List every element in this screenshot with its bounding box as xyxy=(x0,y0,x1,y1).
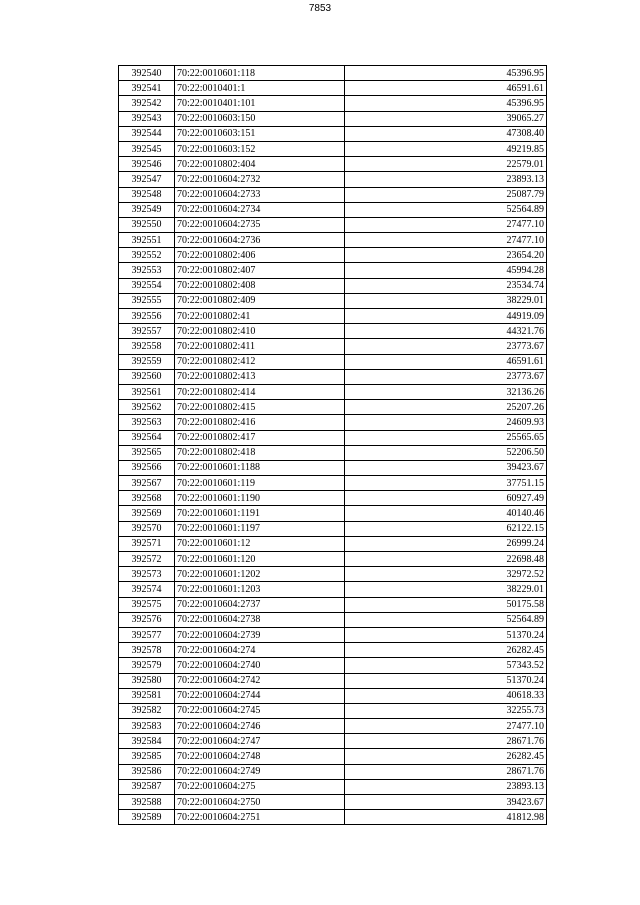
row-id-cell: 392588 xyxy=(119,795,175,810)
value-cell: 39423.67 xyxy=(345,460,547,475)
table-row xyxy=(119,369,547,384)
value-cell: 40140.46 xyxy=(345,506,547,521)
table-row xyxy=(119,658,547,673)
cadastral-code-cell: 70:22:0010802:415 xyxy=(175,400,345,415)
value-cell: 51370.24 xyxy=(345,627,547,642)
table-row xyxy=(119,536,547,551)
value-cell: 28671.76 xyxy=(345,734,547,749)
table-row xyxy=(119,491,547,506)
value-cell: 22698.48 xyxy=(345,552,547,567)
value-cell: 27477.10 xyxy=(345,233,547,248)
value-cell: 32255.73 xyxy=(345,703,547,718)
table-row xyxy=(119,111,547,126)
value-cell: 27477.10 xyxy=(345,719,547,734)
value-cell: 22579.01 xyxy=(345,157,547,172)
table-row xyxy=(119,673,547,688)
table-row xyxy=(119,612,547,627)
row-id-cell: 392570 xyxy=(119,521,175,536)
table-row xyxy=(119,627,547,642)
cadastral-code-cell: 70:22:0010802:412 xyxy=(175,354,345,369)
cadastral-code-cell: 70:22:0010802:408 xyxy=(175,278,345,293)
table-row xyxy=(119,476,547,491)
cadastral-code-cell: 70:22:0010604:2735 xyxy=(175,217,345,232)
row-id-cell: 392576 xyxy=(119,612,175,627)
row-id-cell: 392585 xyxy=(119,749,175,764)
cadastral-code-cell: 70:22:0010601:1190 xyxy=(175,491,345,506)
row-id-cell: 392577 xyxy=(119,627,175,642)
table-row xyxy=(119,415,547,430)
cadastral-code-cell: 70:22:0010604:2737 xyxy=(175,597,345,612)
table-row xyxy=(119,233,547,248)
value-cell: 46591.61 xyxy=(345,354,547,369)
table-row xyxy=(119,703,547,718)
row-id-cell: 392580 xyxy=(119,673,175,688)
row-id-cell: 392564 xyxy=(119,430,175,445)
row-id-cell: 392575 xyxy=(119,597,175,612)
row-id-cell: 392553 xyxy=(119,263,175,278)
value-cell: 51370.24 xyxy=(345,673,547,688)
cadastral-code-cell: 70:22:0010601:12 xyxy=(175,536,345,551)
row-id-cell: 392568 xyxy=(119,491,175,506)
row-id-cell: 392583 xyxy=(119,719,175,734)
table-row xyxy=(119,81,547,96)
cadastral-code-cell: 70:22:0010802:406 xyxy=(175,248,345,263)
table-body xyxy=(119,66,547,825)
value-cell: 26282.45 xyxy=(345,643,547,658)
cadastral-code-cell: 70:22:0010601:118 xyxy=(175,66,345,81)
cadastral-code-cell: 70:22:0010601:1197 xyxy=(175,521,345,536)
row-id-cell: 392578 xyxy=(119,643,175,658)
value-cell: 24609.93 xyxy=(345,415,547,430)
table-row xyxy=(119,324,547,339)
row-id-cell: 392571 xyxy=(119,536,175,551)
value-cell: 23534.74 xyxy=(345,278,547,293)
table-row xyxy=(119,309,547,324)
table-row xyxy=(119,339,547,354)
value-cell: 52206.50 xyxy=(345,445,547,460)
cadastral-code-cell: 70:22:0010401:1 xyxy=(175,81,345,96)
value-cell: 45396.95 xyxy=(345,66,547,81)
cadastral-code-cell: 70:22:0010601:1188 xyxy=(175,460,345,475)
table-row xyxy=(119,506,547,521)
value-cell: 39065.27 xyxy=(345,111,547,126)
row-id-cell: 392542 xyxy=(119,96,175,111)
value-cell: 57343.52 xyxy=(345,658,547,673)
value-cell: 39423.67 xyxy=(345,795,547,810)
page-number: 7853 xyxy=(308,3,332,14)
row-id-cell: 392560 xyxy=(119,369,175,384)
cadastral-code-cell: 70:22:0010601:1202 xyxy=(175,567,345,582)
cadastral-code-cell: 70:22:0010601:120 xyxy=(175,552,345,567)
row-id-cell: 392561 xyxy=(119,384,175,399)
value-cell: 25087.79 xyxy=(345,187,547,202)
table-row xyxy=(119,400,547,415)
value-cell: 26282.45 xyxy=(345,749,547,764)
value-cell: 27477.10 xyxy=(345,217,547,232)
cadastral-code-cell: 70:22:0010603:150 xyxy=(175,111,345,126)
table-row xyxy=(119,810,547,825)
table-row xyxy=(119,597,547,612)
row-id-cell: 392581 xyxy=(119,688,175,703)
row-id-cell: 392559 xyxy=(119,354,175,369)
value-cell: 52564.89 xyxy=(345,612,547,627)
value-cell: 45994.28 xyxy=(345,263,547,278)
value-cell: 38229.01 xyxy=(345,582,547,597)
row-id-cell: 392547 xyxy=(119,172,175,187)
value-cell: 23773.67 xyxy=(345,369,547,384)
row-id-cell: 392545 xyxy=(119,141,175,156)
table-row xyxy=(119,688,547,703)
table-row xyxy=(119,157,547,172)
cadastral-code-cell: 70:22:0010603:151 xyxy=(175,126,345,141)
value-cell: 37751.15 xyxy=(345,476,547,491)
cadastral-code-cell: 70:22:0010802:418 xyxy=(175,445,345,460)
cadastral-code-cell: 70:22:0010802:414 xyxy=(175,384,345,399)
value-cell: 60927.49 xyxy=(345,491,547,506)
cadastral-code-cell: 70:22:0010802:404 xyxy=(175,157,345,172)
cadastral-code-cell: 70:22:0010604:2744 xyxy=(175,688,345,703)
table-row xyxy=(119,263,547,278)
row-id-cell: 392543 xyxy=(119,111,175,126)
cadastral-code-cell: 70:22:0010604:2738 xyxy=(175,612,345,627)
value-cell: 47308.40 xyxy=(345,126,547,141)
cadastral-code-cell: 70:22:0010604:2736 xyxy=(175,233,345,248)
table-row xyxy=(119,445,547,460)
value-cell: 28671.76 xyxy=(345,764,547,779)
table-row xyxy=(119,779,547,794)
cadastral-code-cell: 70:22:0010601:1191 xyxy=(175,506,345,521)
value-cell: 49219.85 xyxy=(345,141,547,156)
row-id-cell: 392569 xyxy=(119,506,175,521)
value-cell: 32136.26 xyxy=(345,384,547,399)
table-row xyxy=(119,552,547,567)
table-row xyxy=(119,734,547,749)
row-id-cell: 392579 xyxy=(119,658,175,673)
value-cell: 25565.65 xyxy=(345,430,547,445)
table-row xyxy=(119,126,547,141)
row-id-cell: 392572 xyxy=(119,552,175,567)
value-cell: 52564.89 xyxy=(345,202,547,217)
cadastral-code-cell: 70:22:0010604:2749 xyxy=(175,764,345,779)
row-id-cell: 392587 xyxy=(119,779,175,794)
cadastral-code-cell: 70:22:0010802:410 xyxy=(175,324,345,339)
cadastral-code-cell: 70:22:0010604:2750 xyxy=(175,795,345,810)
value-cell: 32972.52 xyxy=(345,567,547,582)
table-row xyxy=(119,66,547,81)
row-id-cell: 392554 xyxy=(119,278,175,293)
table-row xyxy=(119,795,547,810)
row-id-cell: 392541 xyxy=(119,81,175,96)
row-id-cell: 392574 xyxy=(119,582,175,597)
cadastral-code-cell: 70:22:0010802:413 xyxy=(175,369,345,384)
cadastral-code-cell: 70:22:0010802:407 xyxy=(175,263,345,278)
cadastral-code-cell: 70:22:0010604:2732 xyxy=(175,172,345,187)
table-row xyxy=(119,141,547,156)
row-id-cell: 392544 xyxy=(119,126,175,141)
row-id-cell: 392555 xyxy=(119,293,175,308)
table-row xyxy=(119,764,547,779)
cadastral-code-cell: 70:22:0010603:152 xyxy=(175,141,345,156)
table-row xyxy=(119,248,547,263)
cadastral-code-cell: 70:22:0010802:416 xyxy=(175,415,345,430)
cadastral-code-cell: 70:22:0010604:2746 xyxy=(175,719,345,734)
cadastral-code-cell: 70:22:0010604:274 xyxy=(175,643,345,658)
table-row xyxy=(119,582,547,597)
row-id-cell: 392552 xyxy=(119,248,175,263)
table-row xyxy=(119,172,547,187)
table-row xyxy=(119,719,547,734)
value-cell: 38229.01 xyxy=(345,293,547,308)
value-cell: 23893.13 xyxy=(345,172,547,187)
row-id-cell: 392567 xyxy=(119,476,175,491)
row-id-cell: 392540 xyxy=(119,66,175,81)
row-id-cell: 392582 xyxy=(119,703,175,718)
value-cell: 46591.61 xyxy=(345,81,547,96)
value-cell: 62122.15 xyxy=(345,521,547,536)
row-id-cell: 392549 xyxy=(119,202,175,217)
row-id-cell: 392548 xyxy=(119,187,175,202)
table-row xyxy=(119,187,547,202)
table-row xyxy=(119,567,547,582)
table-row xyxy=(119,430,547,445)
row-id-cell: 392563 xyxy=(119,415,175,430)
row-id-cell: 392550 xyxy=(119,217,175,232)
cadastral-code-cell: 70:22:0010604:2745 xyxy=(175,703,345,718)
value-cell: 26999.24 xyxy=(345,536,547,551)
row-id-cell: 392546 xyxy=(119,157,175,172)
value-cell: 40618.33 xyxy=(345,688,547,703)
cadastral-code-cell: 70:22:0010604:2734 xyxy=(175,202,345,217)
row-id-cell: 392556 xyxy=(119,309,175,324)
cadastral-code-cell: 70:22:0010601:119 xyxy=(175,476,345,491)
table-row xyxy=(119,293,547,308)
table-row xyxy=(119,460,547,475)
table-row xyxy=(119,96,547,111)
table-row xyxy=(119,643,547,658)
table-row xyxy=(119,384,547,399)
row-id-cell: 392573 xyxy=(119,567,175,582)
row-id-cell: 392566 xyxy=(119,460,175,475)
table-row xyxy=(119,521,547,536)
cadastral-code-cell: 70:22:0010604:2739 xyxy=(175,627,345,642)
value-cell: 41812.98 xyxy=(345,810,547,825)
data-table xyxy=(118,65,547,825)
cadastral-code-cell: 70:22:0010604:2740 xyxy=(175,658,345,673)
row-id-cell: 392565 xyxy=(119,445,175,460)
value-cell: 23654.20 xyxy=(345,248,547,263)
cadastral-code-cell: 70:22:0010604:2747 xyxy=(175,734,345,749)
row-id-cell: 392557 xyxy=(119,324,175,339)
value-cell: 50175.58 xyxy=(345,597,547,612)
row-id-cell: 392589 xyxy=(119,810,175,825)
table-row xyxy=(119,217,547,232)
value-cell: 45396.95 xyxy=(345,96,547,111)
cadastral-code-cell: 70:22:0010604:275 xyxy=(175,779,345,794)
table-row xyxy=(119,354,547,369)
cadastral-code-cell: 70:22:0010604:2751 xyxy=(175,810,345,825)
value-cell: 23893.13 xyxy=(345,779,547,794)
row-id-cell: 392586 xyxy=(119,764,175,779)
row-id-cell: 392584 xyxy=(119,734,175,749)
table-row xyxy=(119,749,547,764)
cadastral-code-cell: 70:22:0010802:409 xyxy=(175,293,345,308)
row-id-cell: 392551 xyxy=(119,233,175,248)
cadastral-code-cell: 70:22:0010802:41 xyxy=(175,309,345,324)
value-cell: 25207.26 xyxy=(345,400,547,415)
cadastral-code-cell: 70:22:0010604:2733 xyxy=(175,187,345,202)
cadastral-code-cell: 70:22:0010604:2748 xyxy=(175,749,345,764)
table-row xyxy=(119,278,547,293)
value-cell: 44919.09 xyxy=(345,309,547,324)
cadastral-code-cell: 70:22:0010601:1203 xyxy=(175,582,345,597)
row-id-cell: 392562 xyxy=(119,400,175,415)
table-row xyxy=(119,202,547,217)
value-cell: 44321.76 xyxy=(345,324,547,339)
row-id-cell: 392558 xyxy=(119,339,175,354)
value-cell: 23773.67 xyxy=(345,339,547,354)
cadastral-code-cell: 70:22:0010802:417 xyxy=(175,430,345,445)
cadastral-code-cell: 70:22:0010802:411 xyxy=(175,339,345,354)
cadastral-code-cell: 70:22:0010604:2742 xyxy=(175,673,345,688)
cadastral-code-cell: 70:22:0010401:101 xyxy=(175,96,345,111)
